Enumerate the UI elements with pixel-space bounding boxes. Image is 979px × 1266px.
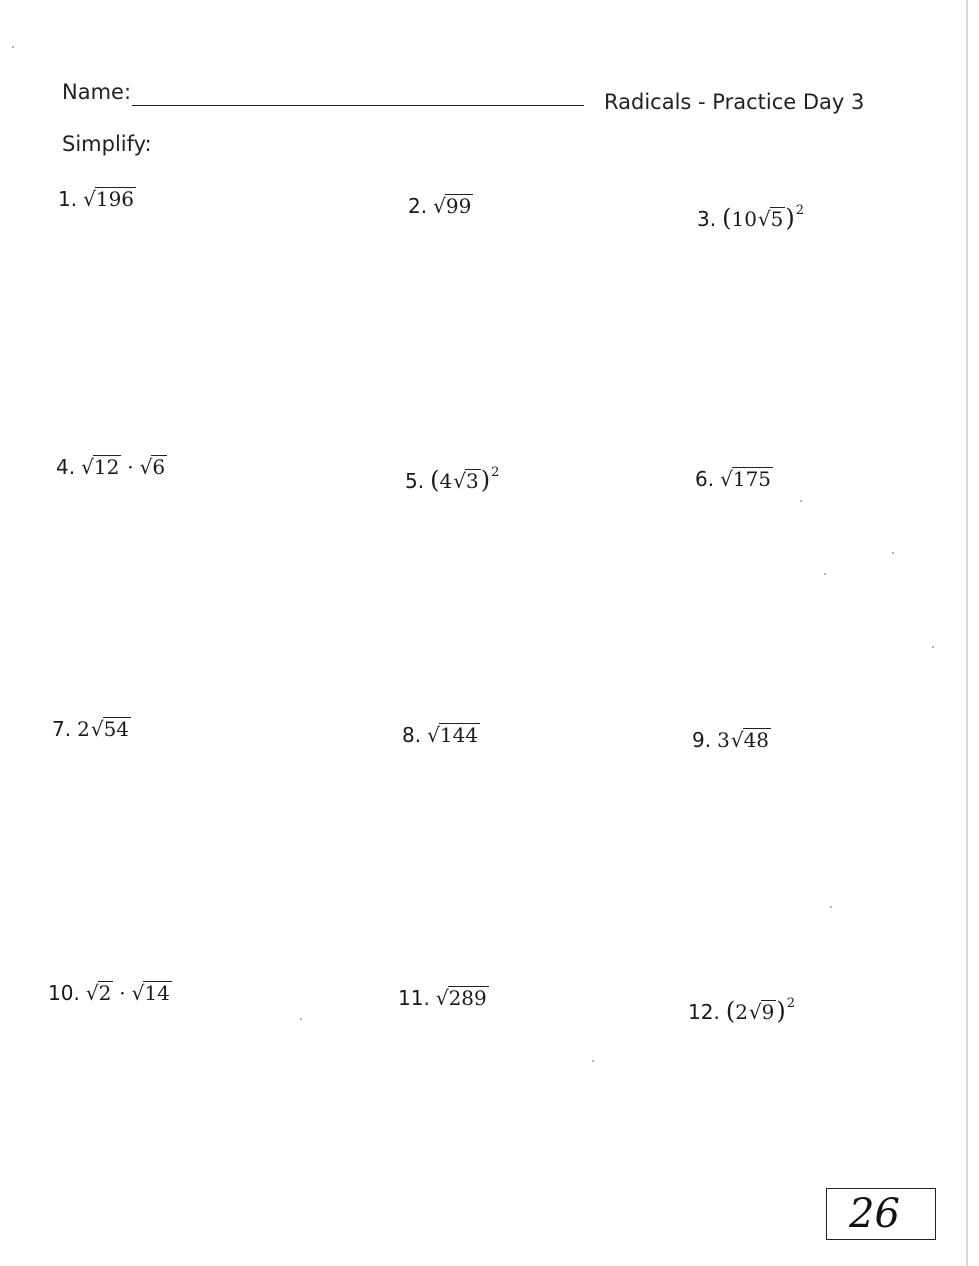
- open-paren: (: [722, 204, 732, 232]
- problem-number: 1.: [58, 187, 78, 211]
- scan-speck: [592, 1060, 594, 1062]
- radicand: 14: [144, 981, 170, 1005]
- radicand: 48: [743, 728, 770, 752]
- radicand: 6: [152, 455, 166, 479]
- coefficient: 4: [439, 469, 453, 493]
- problem-number: 3.: [697, 207, 717, 231]
- radical-sign: √: [85, 981, 99, 1005]
- problem-number: 11.: [398, 986, 430, 1010]
- problem-number: 5.: [405, 469, 425, 493]
- exponent: 2: [786, 996, 796, 1011]
- page-edge: [966, 0, 968, 1266]
- radical: [436, 983, 489, 1013]
- problem-11: [398, 983, 489, 1014]
- problem-number: 10.: [48, 981, 80, 1005]
- radicand: 2: [98, 981, 112, 1005]
- name-blank-line: [132, 105, 584, 106]
- name-label: Name:: [62, 80, 132, 104]
- problem-number: 4.: [56, 455, 76, 479]
- problem-10: [48, 978, 172, 1009]
- problem-7: [52, 714, 131, 745]
- radicand: 144: [439, 723, 479, 747]
- exponent: 2: [491, 465, 500, 480]
- problem-9: [692, 725, 771, 756]
- radical: [453, 466, 480, 496]
- scan-speck: [12, 46, 14, 48]
- radical: [720, 464, 773, 494]
- open-paren: (: [725, 997, 736, 1025]
- radical-sign: √: [453, 469, 466, 493]
- close-paren: ): [776, 997, 786, 1025]
- coefficient: 2: [77, 717, 90, 741]
- scan-speck: [830, 906, 832, 908]
- coefficient: 2: [735, 1000, 748, 1024]
- radicand: 99: [445, 194, 472, 218]
- radical: [86, 978, 113, 1008]
- radical: [758, 204, 785, 234]
- radical-sign: √: [720, 467, 733, 491]
- radicand: 12: [93, 455, 120, 479]
- radical-sign: √: [83, 187, 96, 211]
- radicand: 3: [465, 469, 479, 493]
- page-number-box: [826, 1188, 936, 1240]
- scan-speck: [300, 1018, 302, 1020]
- radicand: 5: [770, 207, 784, 231]
- scan-speck: [800, 500, 802, 502]
- radicand: 196: [95, 187, 135, 211]
- coefficient: 3: [717, 728, 730, 752]
- problem-1: [58, 184, 136, 215]
- problem-4: [56, 452, 167, 483]
- radical: [749, 997, 776, 1027]
- worksheet-title: Radicals - Practice Day 3: [604, 90, 865, 114]
- problem-3: [697, 196, 804, 235]
- problem-8: [402, 720, 480, 751]
- problem-number: 8.: [402, 723, 422, 747]
- problem-number: 6.: [695, 467, 715, 491]
- radical: [427, 720, 480, 750]
- scan-speck: [824, 573, 826, 575]
- close-paren: ): [785, 204, 795, 232]
- exponent: 2: [795, 203, 805, 218]
- problem-2: [408, 191, 473, 222]
- problem-5: [405, 458, 499, 497]
- radical-sign: √: [757, 207, 771, 231]
- radical-sign: √: [433, 194, 446, 218]
- coefficient: 10: [731, 207, 757, 231]
- multiply-dot: ·: [127, 455, 134, 479]
- close-paren: ): [480, 466, 491, 494]
- radicand: 9: [761, 1000, 775, 1024]
- radical-sign: √: [139, 455, 153, 479]
- radicand: 289: [448, 986, 487, 1010]
- radical-sign: √: [748, 1000, 762, 1024]
- instruction-text: Simplify:: [62, 132, 152, 156]
- radical-sign: √: [730, 728, 744, 752]
- radical: [132, 978, 172, 1008]
- radical: [81, 452, 121, 482]
- page-number: 26: [849, 1191, 900, 1237]
- radical: [140, 452, 167, 482]
- radical-sign: √: [81, 455, 94, 479]
- radical-sign: √: [131, 981, 145, 1005]
- radical: [433, 191, 473, 221]
- radical: [731, 725, 771, 755]
- scan-speck: [932, 646, 934, 648]
- radical: [91, 714, 131, 744]
- problem-6: [695, 464, 773, 495]
- multiply-dot: ·: [119, 981, 126, 1005]
- radical: [83, 184, 136, 214]
- problem-number: 7.: [52, 717, 72, 741]
- scan-speck: [892, 552, 894, 554]
- problem-number: 2.: [408, 194, 428, 218]
- open-paren: (: [430, 466, 440, 494]
- radicand: 175: [732, 467, 772, 491]
- radicand: 54: [103, 717, 130, 741]
- problem-number: 12.: [688, 1000, 720, 1024]
- radical-sign: √: [435, 986, 449, 1010]
- radical-sign: √: [90, 717, 104, 741]
- radical-sign: √: [427, 723, 440, 747]
- problem-number: 9.: [692, 728, 712, 752]
- problem-12: [688, 989, 795, 1028]
